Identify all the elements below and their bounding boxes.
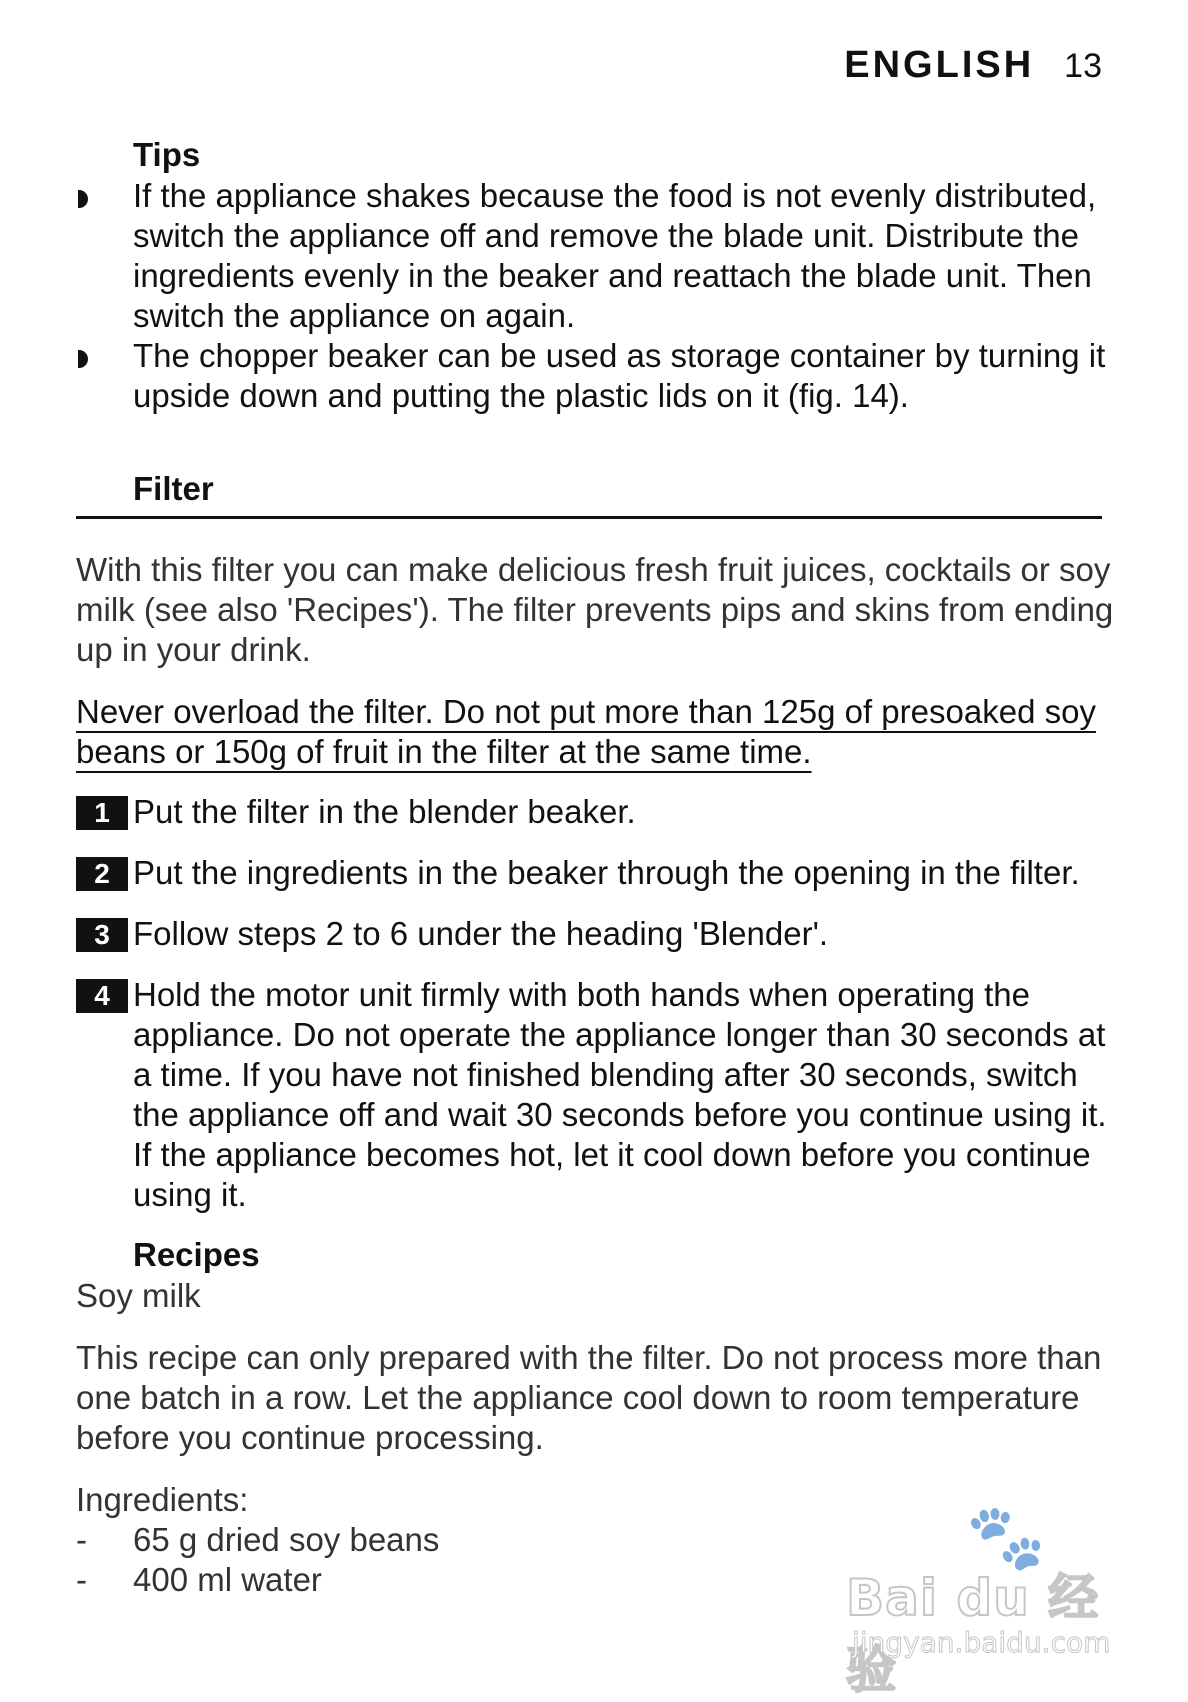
tip-text: The chopper beaker can be used as storage container by turning it upside down and putting the plastic lids on it (fig. 14).	[133, 337, 1106, 414]
tips-list	[76, 176, 1106, 416]
filter-warning	[76, 692, 1096, 772]
dash-marker: -	[76, 1521, 87, 1558]
tip-item	[76, 176, 1106, 336]
step-text: Put the ingredients in the beaker through the opening in the filter.	[133, 854, 1080, 891]
tip-item	[76, 336, 1106, 416]
recipes-heading: Recipes	[133, 1236, 260, 1273]
step-item	[76, 792, 1116, 832]
recipe-title: Soy milk	[76, 1277, 201, 1314]
page-header	[844, 44, 1102, 87]
page-number: 13	[1064, 47, 1102, 85]
step-text: Hold the motor unit firmly with both hands when operating the appliance. Do not operate the appliance longer than 30 seconds at a time. If you have not finished blending after 30 seconds, switch the appliance off and wait 30 seconds before you continue using it. If the appliance becomes hot, let it cool down before you continue using it.	[133, 976, 1107, 1213]
step-number: 2	[76, 857, 128, 891]
tips-heading: Tips	[133, 136, 201, 173]
filter-warning-text: Never overload the filter. Do not put more than 125g of presoaked soy beans or 150g of fruit in the filter at the same time.	[76, 693, 1096, 770]
baidu-watermark	[846, 1500, 1136, 1699]
filter-heading: Filter	[133, 470, 214, 507]
step-text: Put the filter in the blender beaker.	[133, 793, 636, 830]
section-divider	[76, 516, 1102, 519]
ingredient-item	[76, 1520, 439, 1560]
language-label: ENGLISH	[844, 44, 1035, 86]
step-number: 1	[76, 796, 128, 830]
recipe-note: This recipe can only prepared with the filter. Do not process more than one batch in a row. Let the appliance cool down to room temperature before you continue processing.	[76, 1339, 1102, 1456]
tip-text: If the appliance shakes because the food is not evenly distributed, switch the appliance off and remove the blade unit. Distribute the ingredients evenly in the beaker and reattach the blade unit. Then switch the appliance on again.	[133, 177, 1097, 334]
step-text: Follow steps 2 to 6 under the heading 'Blender'.	[133, 915, 829, 952]
bullet-icon	[78, 190, 88, 208]
dash-marker: -	[76, 1561, 87, 1598]
filter-intro: With this filter you can make delicious fresh fruit juices, cocktails or soy milk (see also 'Recipes'). The filter prevents pips and skins from ending up in your drink.	[76, 551, 1114, 668]
step-item	[76, 975, 1116, 1215]
step-number: 4	[76, 979, 128, 1013]
step-item	[76, 914, 1116, 954]
watermark-url: jingyan.baidu.com	[852, 1626, 1111, 1659]
ingredients-label: Ingredients:	[76, 1481, 249, 1518]
ingredient-text: 65 g dried soy beans	[133, 1521, 440, 1558]
paw-icon: 🐾	[966, 1501, 1046, 1573]
step-number: 3	[76, 918, 128, 952]
bullet-icon	[78, 350, 88, 368]
step-item	[76, 853, 1116, 893]
watermark-logo: Bai du 经验	[846, 1569, 1100, 1699]
ingredient-item	[76, 1560, 439, 1600]
ingredients-list	[76, 1520, 439, 1600]
ingredient-text: 400 ml water	[133, 1561, 322, 1598]
